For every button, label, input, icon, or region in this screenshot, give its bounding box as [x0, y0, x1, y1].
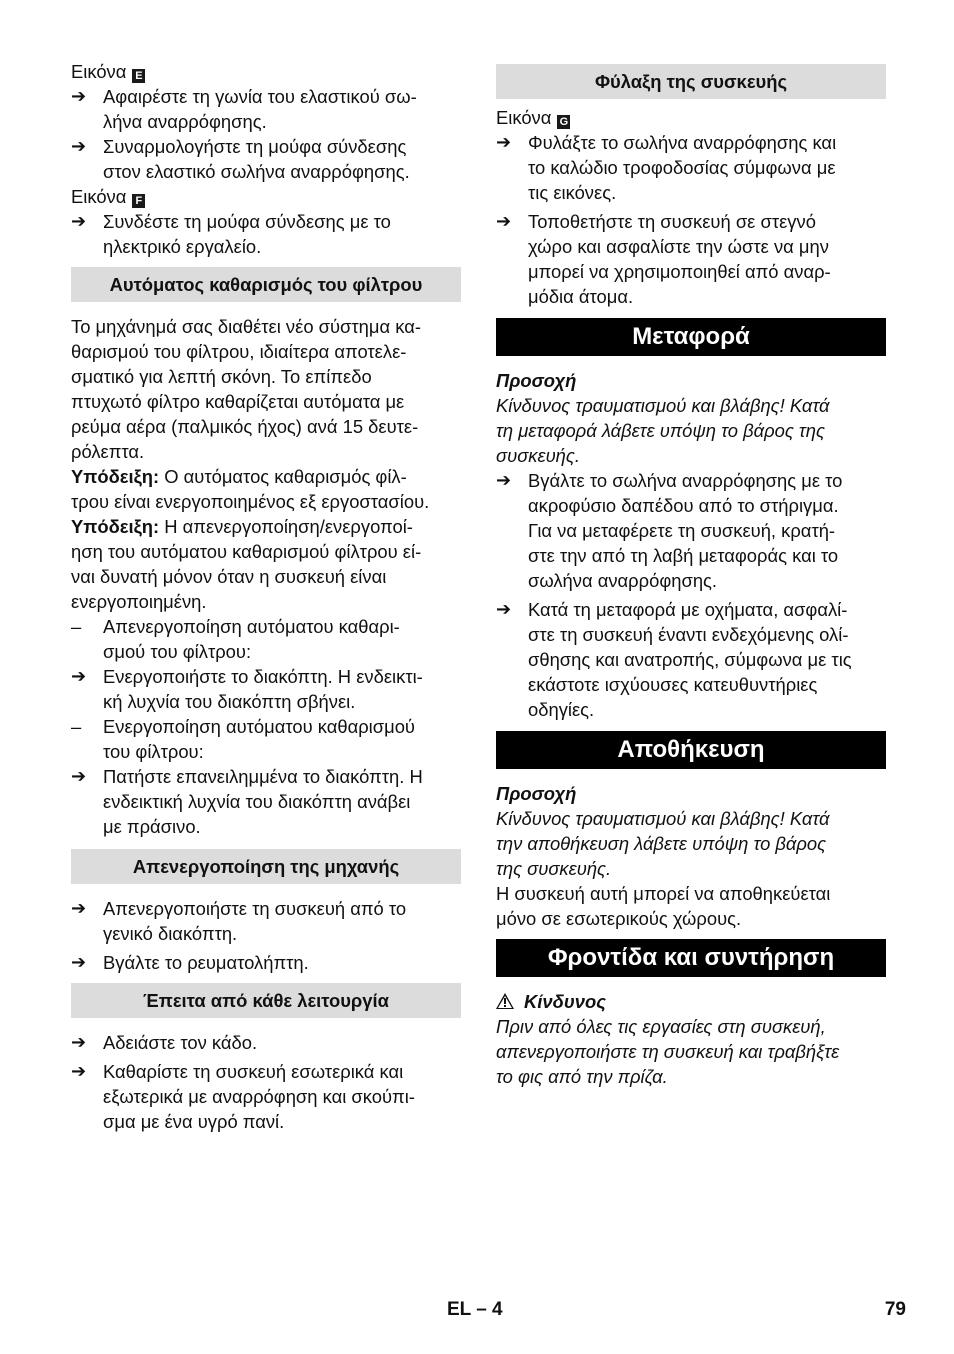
figure-ref-g: [496, 105, 886, 130]
step-item: ➔ Απενεργοποιήστε τη συσκευή από το γενικό διακόπτη.: [71, 898, 407, 944]
step-item: ➔ Συνδέστε τη μούφα σύνδεσης με το ηλεκτρικό εργαλείο.: [71, 211, 391, 257]
danger-label: Κίνδυνος: [524, 991, 606, 1012]
section-heading-auto-clean: Αυτόματος καθαρισμός του φίλτρου: [71, 267, 461, 302]
step-item: ➔ Κατά τη μεταφορά με οχήματα, ασφαλί- στε τη συσκευή έναντι ενδεχόμενης ολί- σθησης και ανατροπής, σύμφωνα με τις εκάστοτε ισχύουσες κατευθυντήριες οδηγίες.: [496, 599, 852, 720]
arrow-right-icon: ➔: [71, 952, 87, 973]
arrow-right-icon: ➔: [71, 666, 87, 687]
figure-ref-f: [71, 184, 461, 209]
dash-item: – Απενεργοποίηση αυτόματου καθαρι- σμού του φίλτρου:: [71, 616, 400, 662]
figure-letter-f: F: [132, 194, 145, 208]
step-item: ➔ Συναρμολογήστε τη μούφα σύνδεσης στον ελαστικό σωλήνα αναρρόφησης.: [71, 136, 410, 182]
arrow-right-icon: ➔: [71, 136, 87, 157]
arrow-right-icon: ➔: [496, 599, 512, 620]
step-item: ➔ Πατήστε επανειλημμένα το διακόπτη. Η ενδεικτική λυχνία του διακόπτη ανάβει με πράσινο.: [71, 766, 423, 837]
arrow-right-icon: ➔: [496, 132, 512, 153]
left-column: [71, 59, 461, 1134]
note-1: Υπόδειξη: Ο αυτόματος καθαρισμός φίλ- τρου είναι ενεργοποιημένος εξ εργοστασίου.: [71, 466, 430, 512]
step-item: ➔ Φυλάξτε το σωλήνα αναρρόφησης και το καλώδιο τροφοδοσίας σύμφωνα με τις εικόνες.: [496, 132, 837, 203]
figure-label: Εικόνα: [71, 61, 127, 82]
figure-letter-g: G: [557, 115, 570, 129]
caution-text: Κίνδυνος τραυματισμού και βλάβης! Κατά την αποθήκευση λάβετε υπόψη το βάρος της συσκευής.: [496, 808, 830, 879]
figure-label: Εικόνα: [496, 107, 552, 128]
dash-bullet: –: [71, 616, 82, 637]
arrow-right-icon: ➔: [71, 211, 87, 232]
heading-transport: Μεταφορά: [496, 318, 886, 356]
danger-label-row: [496, 989, 886, 1014]
step-item: ➔ Αδειάστε τον κάδο.: [71, 1032, 258, 1053]
arrow-right-icon: ➔: [71, 86, 87, 107]
dash-bullet: –: [71, 716, 82, 737]
heading-storage: Αποθήκευση: [496, 731, 886, 769]
footer-section-label: EL – 4: [447, 1299, 503, 1320]
caution-label: Προσοχή: [496, 783, 577, 804]
arrow-right-icon: ➔: [71, 1061, 87, 1082]
arrow-right-icon: ➔: [496, 211, 512, 232]
section-heading-after-use: Έπειτα από κάθε λειτουργία: [71, 983, 461, 1018]
warning-triangle-icon: [496, 993, 514, 1009]
figure-letter-e: E: [132, 69, 145, 83]
step-item: ➔ Βγάλτε το σωλήνα αναρρόφησης με το ακροφύσιο δαπέδου από το στήριγμα. Για να μεταφέρετε τη συσκευή, κρατή- στε την από τη λαβή μεταφοράς και το σωλήνα αναρρόφησης.: [496, 470, 843, 591]
section-heading-storage: Φύλαξη της συσκευής: [496, 64, 886, 99]
figure-ref-e: [71, 59, 461, 84]
step-item: ➔ Βγάλτε το ρευματολήπτη.: [71, 952, 309, 973]
arrow-right-icon: ➔: [71, 898, 87, 919]
arrow-right-icon: ➔: [496, 470, 512, 491]
step-item: ➔ Ενεργοποιήστε το διακόπτη. Η ενδεικτι- κή λυχνία του διακόπτη σβήνει.: [71, 666, 423, 712]
storage-paragraph: Η συσκευή αυτή μπορεί να αποθηκεύεται μόνο σε εσωτερικούς χώρους.: [496, 883, 831, 929]
step-item: ➔ Καθαρίστε τη συσκευή εσωτερικά και εξωτερικά με αναρρόφηση και σκούπι- σμα με ένα υγρό πανί.: [71, 1061, 415, 1132]
dash-item: – Ενεργοποίηση αυτόματου καθαρισμού του φίλτρου:: [71, 716, 415, 762]
danger-text: Πριν από όλες τις εργασίες στη συσκευή, απενεργοποιήστε τη συσκευή και τραβήξτε το φις από την πρίζα.: [496, 1016, 840, 1087]
page-number: 79: [884, 1299, 906, 1320]
arrow-right-icon: ➔: [71, 1032, 87, 1053]
caution-label: Προσοχή: [496, 370, 577, 391]
section-heading-shutdown: Απενεργοποίηση της μηχανής: [71, 849, 461, 884]
right-column: [496, 64, 886, 1089]
arrow-right-icon: ➔: [71, 766, 87, 787]
heading-care-maintenance: Φροντίδα και συντήρηση: [496, 939, 886, 977]
figure-label: Εικόνα: [71, 186, 127, 207]
auto-clean-paragraph: Το μηχάνημά σας διαθέτει νέο σύστημα κα- θαρισμού του φίλτρου, ιδιαίτερα αποτελε- σματικό για λεπτή σκόνη. Το επίπεδο πτυχωτό φίλτρο καθαρίζεται αυτόματα με ρεύμα αέρα (παλμικός ήχος) ανά 15 δευτε- ρόλεπτα.: [71, 316, 421, 462]
step-item: ➔ Τοποθετήστε τη συσκευή σε στεγνό χώρο και ασφαλίστε την ώστε να μην μπορεί να χρησιμοποιηθεί από αναρ- μόδια άτομα.: [496, 211, 831, 307]
caution-text: Κίνδυνος τραυματισμού και βλάβης! Κατά τη μεταφορά λάβετε υπόψη το βάρος της συσκευής.: [496, 395, 830, 466]
step-item: ➔ Αφαιρέστε τη γωνία του ελαστικού σω- λήνα αναρρόφησης.: [71, 86, 417, 132]
note-2: Υπόδειξη: Η απενεργοποίηση/ενεργοποί- ηση του αυτόματου καθαρισμού φίλτρου εί- ναι δυνατή μόνον όταν η συσκευή είναι ενεργοποιημένη.: [71, 516, 422, 612]
